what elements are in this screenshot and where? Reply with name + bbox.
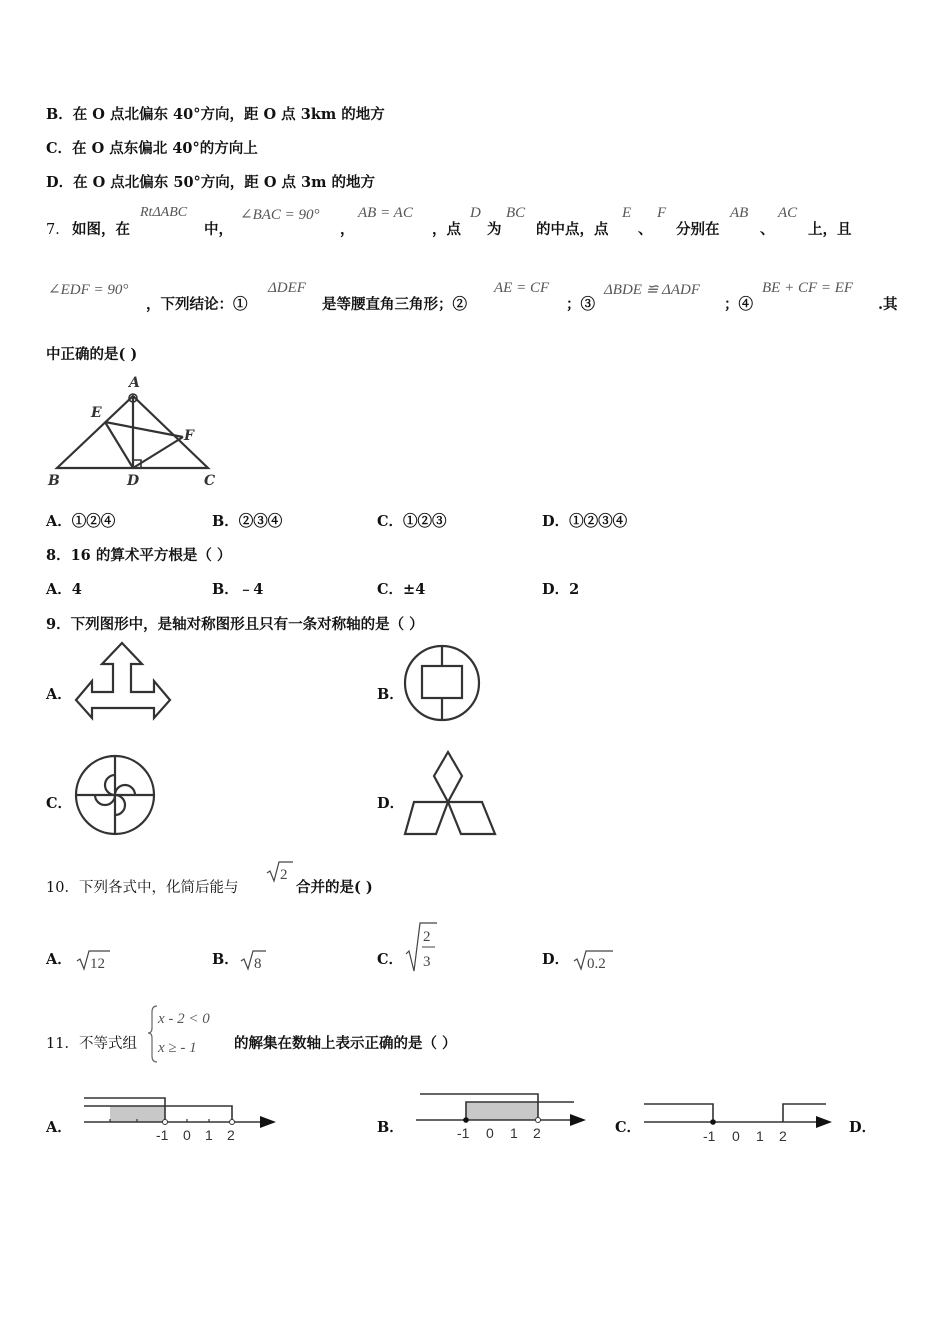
q6-option-c: C．在 O 点东偏北 40°的方向上 xyxy=(46,140,258,157)
q7-math-bc: BC xyxy=(506,205,526,221)
tick-c-0: 0 xyxy=(732,1128,740,1144)
q7-line2-a: ，下列结论：① xyxy=(146,296,248,313)
q11-label-c: C． xyxy=(615,1119,642,1136)
q7-math-e: E xyxy=(622,205,632,221)
q10-option-d-label: D． xyxy=(542,951,570,968)
number-line-a xyxy=(82,1094,278,1144)
q10-option-c-label: C． xyxy=(377,951,404,968)
sqrt2-value: 2 xyxy=(280,867,288,883)
q7-math-cong: ΔBDE ≌ ΔADF xyxy=(604,282,700,298)
q11-inequality-system xyxy=(148,1004,238,1064)
three-rhombus-figure xyxy=(403,750,499,838)
fig-label-f: F xyxy=(184,428,194,444)
q7-text-4: ，点 xyxy=(432,221,461,238)
q7-math-ab: AB xyxy=(730,205,749,221)
q7-text-10: 上，且 xyxy=(808,221,852,238)
q7-math-sum: BE + CF = EF xyxy=(762,280,854,296)
q10-option-d-value: 0.2 xyxy=(587,956,606,972)
q9-stem: 9．下列图形中，是轴对称图形且只有一条对称轴的是（ ） xyxy=(46,616,424,633)
number-line-b xyxy=(414,1090,590,1144)
q7-math-ac: AC xyxy=(778,205,798,221)
tick-b-2: 2 xyxy=(533,1125,541,1141)
q7-line2-c: ；③ xyxy=(566,296,595,313)
q7-option-d: D．①②③④ xyxy=(542,513,628,530)
q10-option-b-value: 8 xyxy=(254,956,262,972)
q10-stem-2: 合并的是( ) xyxy=(296,879,373,896)
q7-math-def: ΔDEF xyxy=(268,280,306,296)
tick-a-0: 0 xyxy=(183,1127,191,1143)
q10-option-c-denominator: 3 xyxy=(423,954,431,970)
q10-option-a-label: A． xyxy=(46,951,72,968)
q7-line3: 中正确的是( ) xyxy=(46,346,138,363)
q11-stem-2: 的解集在数轴上表示正确的是（ ） xyxy=(234,1035,457,1052)
tick-c-1: 1 xyxy=(756,1128,764,1144)
q10-option-a-value: 12 xyxy=(90,956,105,972)
q7-number: 7． xyxy=(46,222,70,238)
q9-label-b: B． xyxy=(377,686,404,703)
fig-label-d: D xyxy=(127,473,140,489)
q7-text-1: 如图，在 xyxy=(72,221,130,238)
fig-label-a: A xyxy=(129,375,140,391)
q7-option-b: B．②③④ xyxy=(212,513,283,530)
sqrt2-radical xyxy=(266,860,294,884)
q6-option-d: D．在 O 点北偏东 50°方向，距 O 点 3m 的地方 xyxy=(46,174,376,191)
tick-c-2: 2 xyxy=(779,1128,787,1144)
q10-option-b-label: B． xyxy=(212,951,239,968)
q7-text-9: 、 xyxy=(760,221,775,238)
pinwheel-figure xyxy=(74,754,158,838)
tick-a-m1: -1 xyxy=(156,1127,169,1143)
q8-stem: 8．16 的算术平方根是（ ） xyxy=(46,547,232,564)
q7-line2-e: .其 xyxy=(878,296,898,313)
q7-text-6: 的中点，点 xyxy=(536,221,609,238)
q11-label-a: A． xyxy=(46,1119,72,1136)
q10-option-c-radical xyxy=(405,920,439,974)
fig-label-b: B xyxy=(48,473,60,489)
q11-stem-1: 11．不等式组 xyxy=(46,1036,137,1052)
q10-option-b-radical xyxy=(240,948,268,972)
q11-label-b: B． xyxy=(377,1119,404,1136)
fig-label-c: C xyxy=(204,473,216,489)
q7-text-3: ， xyxy=(340,221,355,238)
circle-square-figure xyxy=(402,644,484,724)
q9-label-d: D． xyxy=(377,795,405,812)
q8-option-a: A．4 xyxy=(46,581,82,598)
tick-a-1: 1 xyxy=(205,1127,213,1143)
q7-triangle-figure xyxy=(40,372,230,492)
q11-ineq-1: x - 2 < 0 xyxy=(158,1011,210,1027)
q8-option-c: C．±4 xyxy=(377,581,426,598)
tick-b-1: 1 xyxy=(510,1125,518,1141)
number-line-c xyxy=(640,1098,836,1146)
q7-math-bac: ∠BAC = 90° xyxy=(240,207,320,223)
q10-option-a-radical xyxy=(76,948,112,972)
q7-math-ab-ac: AB = AC xyxy=(358,205,413,221)
q7-math-d: D xyxy=(470,205,481,221)
tick-b-m1: -1 xyxy=(457,1125,470,1141)
q11-label-d: D． xyxy=(849,1119,877,1136)
arrow-shape-figure xyxy=(74,640,174,722)
q7-math-ae-cf: AE = CF xyxy=(494,280,550,296)
q7-option-a: A．①②④ xyxy=(46,513,116,530)
tick-b-0: 0 xyxy=(486,1125,494,1141)
q7-line2-b: 是等腰直角三角形；② xyxy=(322,296,467,313)
q10-option-c-numerator: 2 xyxy=(423,929,431,945)
q10-option-d-radical xyxy=(573,948,615,972)
q6-option-b: B．在 O 点北偏东 40°方向，距 O 点 3km 的地方 xyxy=(46,106,385,123)
tick-c-m1: -1 xyxy=(703,1128,716,1144)
q7-math-rt: RtΔABC xyxy=(140,205,188,220)
q7-text-5: 为 xyxy=(487,221,502,238)
q7-option-c: C．①②③ xyxy=(377,513,447,530)
fig-label-e: E xyxy=(91,405,102,421)
q7-math-edf: ∠EDF = 90° xyxy=(48,282,129,298)
q7-text-2: 中， xyxy=(204,221,233,238)
tick-a-2: 2 xyxy=(227,1127,235,1143)
q10-stem-1: 10．下列各式中，化简后能与 xyxy=(46,880,239,896)
q7-text-8: 分别在 xyxy=(676,221,720,238)
q11-ineq-2: x ≥ - 1 xyxy=(158,1040,197,1056)
q7-text-7: 、 xyxy=(638,221,653,238)
q8-option-b: B．﹣4 xyxy=(212,581,264,598)
q9-label-c: C． xyxy=(46,795,73,812)
q7-math-f: F xyxy=(657,205,667,221)
q7-line2-d: ；④ xyxy=(724,296,753,313)
q9-label-a: A． xyxy=(46,686,72,703)
q8-option-d: D．2 xyxy=(542,581,580,598)
